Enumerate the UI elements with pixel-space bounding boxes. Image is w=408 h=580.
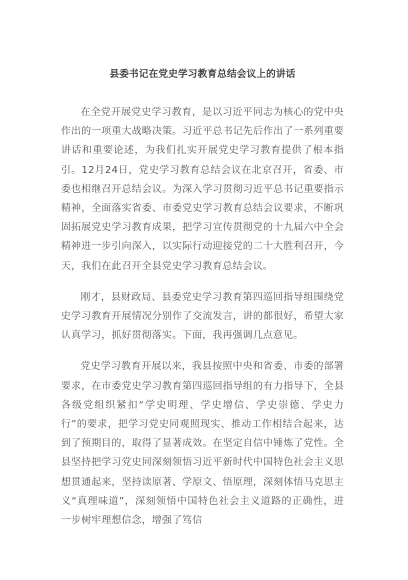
paragraph-intro: 在全党开展党史学习教育，是以习近平同志为核心的党中央作出的一项重大战略决策。习近平总书记先后作出了一系列重要讲话和重要论述，为我们扎实开展党史学习教育提供了根本指引。12月24日，党史学习教育总结会议在北京召开，省委、市委也相继召开总结会议。为深入学习贯彻习近平总书记重要指示精神，全面落实省委、市委党史学习教育总结会议要求，不断巩固拓展党史学习教育成果，把学习宣传贯彻党的十九届六中全会精神进一步引向深入，以实际行动迎接党的二十大胜利召开，今天，我们在此召开全县党史学习教育总结会议。 [61, 107, 344, 272]
paragraph-achievements: 党史学习教育开展以来，我县按照中央和省委、市委的部署要求，在市委党史学习教育第四巡回指导组的有力指导下，全县各级党组织紧扣“学史明理、学史增信、学史崇德、学史力行”的要求，把学习党史同观照现实、推动工作相结合起来，达到了预期目的，取得了显著成效。在坚定自信中锤炼了党性。全县坚持把学习党史同深刻领悟习近平新时代中国特色社会主义思想贯通起来，坚持读原著、学原文、悟原理，深刻体悟马克思主义“真理味道”，深刻领悟中国特色社会主义道路的正确性，进一步树牢理想信念，增强了笃信 [61, 361, 344, 527]
document-title: 县委书记在党史学习教育总结会议上的讲话 [109, 69, 296, 80]
paragraph-remarks: 刚才，县财政局、县委党史学习教育第四巡回指导组围绕党史学习教育开展情况分别作了交流发言，讲的都很好，希望大家认真学习，抓好贯彻落实。下面，我再强调几点意见。 [61, 291, 344, 342]
